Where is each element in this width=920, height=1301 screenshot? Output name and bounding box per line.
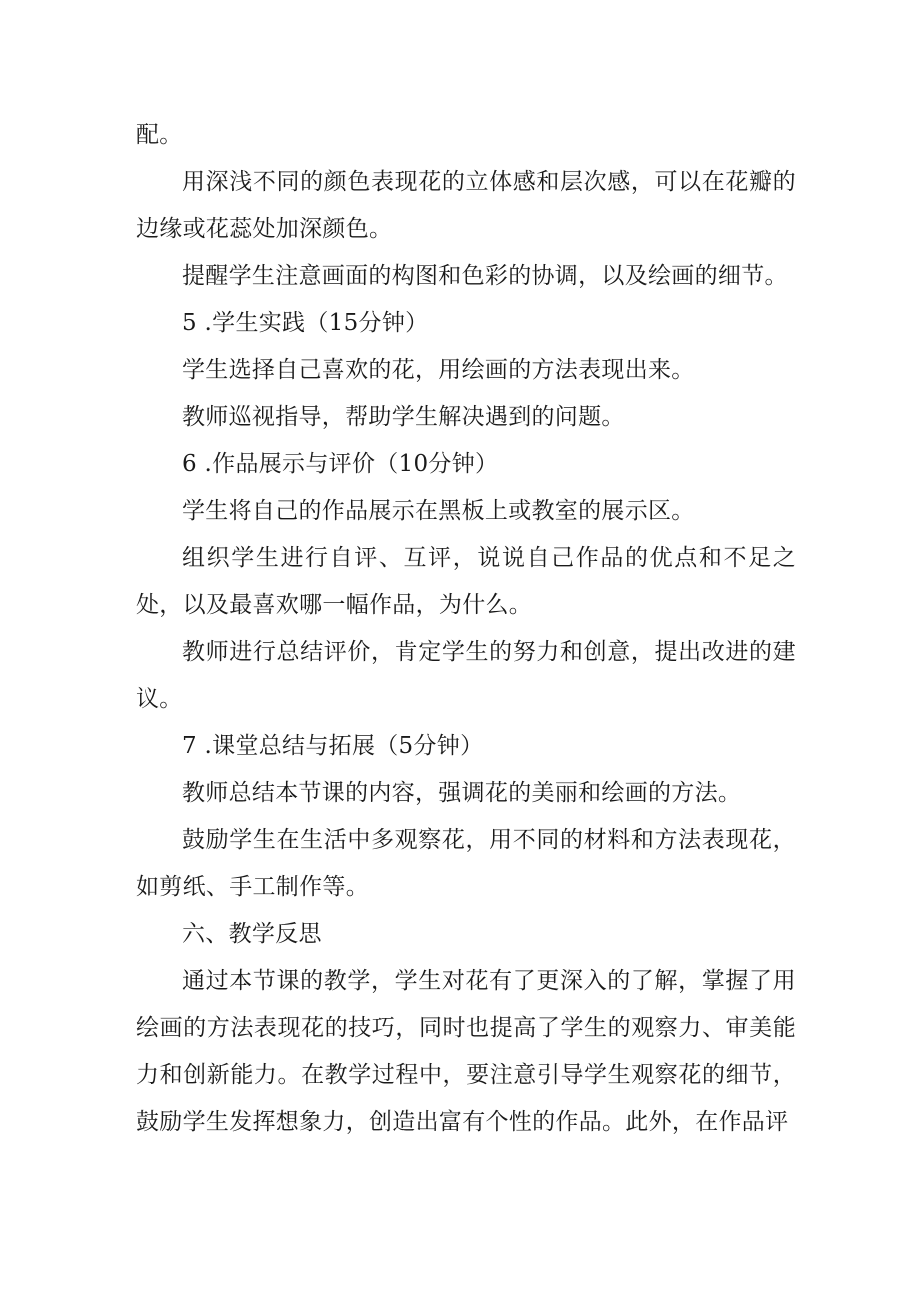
paragraph-reflection-body: 通过本节课的教学，学生对花有了更深入的了解，掌握了用绘画的方法表现花的技巧，同时也提高了学生的观察力、审美能力和创新能力。在教学过程中，要注意引导学生观察花的细节，鼓励学生发挥想象力，创造出富有个性的作品。此外，在作品评 xyxy=(136,968,796,1135)
paragraph-encourage-observation: 鼓励学生在生活中多观察花，用不同的材料和方法表现花，如剪纸、手工制作等。 xyxy=(136,827,796,900)
section-heading-work-display: 6 .作品展示与评价（10分钟） xyxy=(182,451,499,477)
section-heading-teaching-reflection: 六、教学反思 xyxy=(182,921,322,947)
paragraph-self-peer-evaluation: 组织学生进行自评、互评，说说自己作品的优点和不足之处，以及最喜欢哪一幅作品，为什么。 xyxy=(136,545,796,618)
paragraph-teacher-guidance: 教师巡视指导，帮助学生解决遇到的问题。 xyxy=(182,404,625,430)
paragraph-color-depth: 用深浅不同的颜色表现花的立体感和层次感，可以在花瓣的边缘或花蕊处加深颜色。 xyxy=(136,169,796,242)
section-heading-class-summary: 7 .课堂总结与拓展（5分钟） xyxy=(182,733,484,759)
paragraph-continuation: 配。 xyxy=(136,122,183,148)
paragraph-student-choose-flower: 学生选择自己喜欢的花，用绘画的方法表现出来。 xyxy=(182,357,695,383)
paragraph-composition-reminder: 提醒学生注意画面的构图和色彩的协调，以及绘画的细节。 xyxy=(182,263,788,289)
document-body xyxy=(136,112,796,1146)
section-heading-student-practice: 5 .学生实践（15分钟） xyxy=(182,310,429,336)
paragraph-teacher-summary: 教师总结本节课的内容，强调花的美丽和绘画的方法。 xyxy=(182,780,742,806)
paragraph-teacher-summary-evaluation: 教师进行总结评价，肯定学生的努力和创意，提出改进的建议。 xyxy=(136,639,796,712)
paragraph-display-work: 学生将自己的作品展示在黑板上或教室的展示区。 xyxy=(182,498,695,524)
